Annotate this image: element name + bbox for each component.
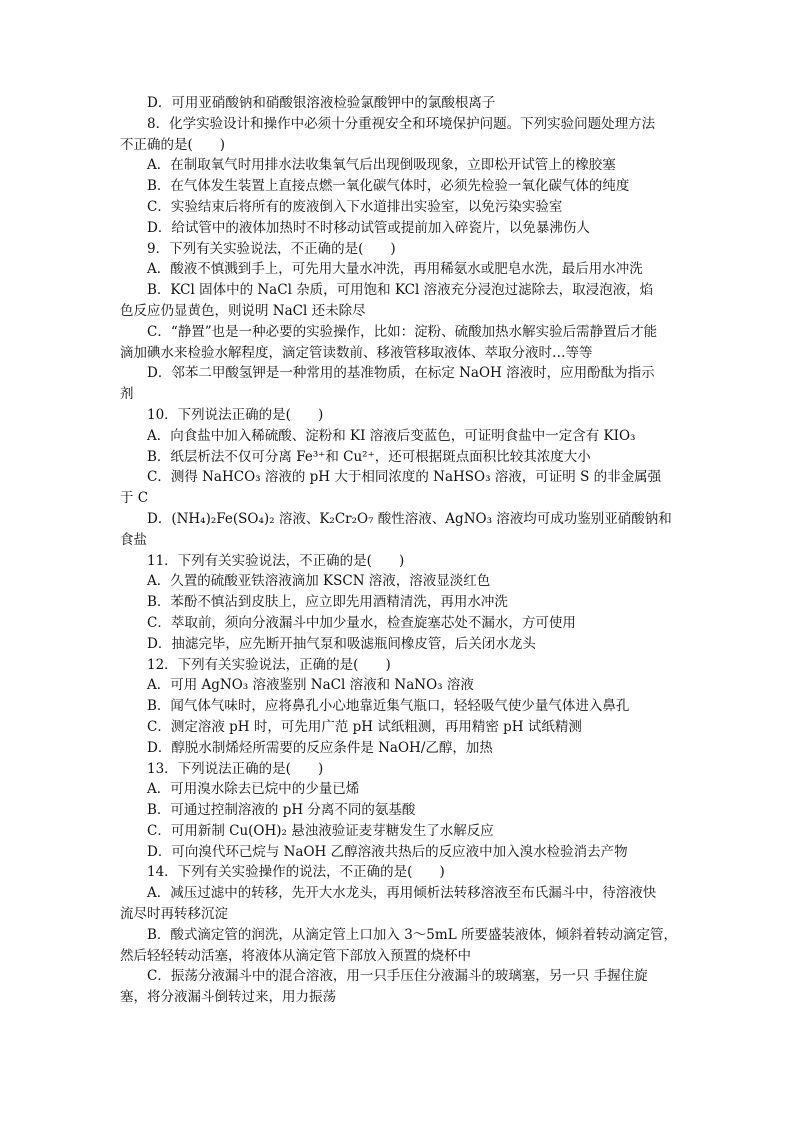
text-line: 流尽时再转移沉淀 [120,906,228,923]
text-line: B．在气体发生装置上直接点燃一氧化碳气体时，必须先检验一氧化碳气体的纯度 [147,178,630,195]
text-line: D．给试管中的液体加热时不时移动试管或提前加入碎瓷片，以免暴沸伤人 [147,219,590,236]
text-line: D．可向溴代环己烷与 NaOH 乙醇溶液共热后的反应液中加入溴水检验消去产物 [147,843,628,860]
text-line: B．酸式滴定管的润洗，从滴定管上口加入 3～5mL 所要盛装液体，倾斜着转动滴定管， [147,926,677,943]
text-line: 8．化学实验设计和操作中必须十分重视安全和环境保护问题。下列实验问题处理方法 [147,115,656,132]
text-line: D．邻苯二甲酸氢钾是一种常用的基准物质，在标定 NaOH 溶液时，应用酚酞为指示 [147,365,655,382]
text-line: C．可用新制 Cu(OH)₂ 悬浊液验证麦芽糖发生了水解反应 [147,822,494,839]
text-line: D．抽滤完毕，应先断开抽气泵和吸滤瓶间橡皮管，后关闭水龙头 [147,635,536,652]
text-line: 然后轻轻转动活塞，将液体从滴定管下部放入预置的烧杯中 [120,947,471,964]
text-line: 12．下列有关实验说法，正确的是( ) [147,656,391,673]
text-line: 食盐 [120,531,147,548]
text-line: B．KCl 固体中的 NaCl 杂质，可用饱和 KCl 溶液充分浸泡过滤除去，取浸泡液，焰 [147,282,654,299]
text-line: B．闻气体气味时，应将鼻孔小心地靠近集气瓶口，轻轻吸气使少量气体进入鼻孔 [147,698,630,715]
text-line: 9．下列有关实验说法，不正确的是( ) [147,240,396,257]
text-line: A．久置的硫酸亚铁溶液滴加 KSCN 溶液，溶液显淡红色 [147,573,491,590]
text-line: 剂 [120,386,134,403]
text-line: 11．下列有关实验说法，不正确的是( ) [147,552,405,569]
text-line: A．可用 AgNO₃ 溶液鉴别 NaCl 溶液和 NaNO₃ 溶液 [147,677,474,694]
text-line: 不正确的是( ) [120,136,226,153]
text-line: A．向食盐中加入稀硫酸、淀粉和 KI 溶液后变蓝色，可证明食盐中一定含有 KIO₃ [147,427,636,444]
text-line: A．可用溴水除去已烷中的少量已烯 [147,781,360,798]
text-line: 滴加碘水来检验水解程度，滴定管读数前、移液管移取液体、萃取分液时…等等 [120,344,593,361]
text-line: C．“静置”也是一种必要的实验操作，比如：淀粉、硫酸加热水解实验后需静置后才能 [147,323,658,340]
text-line: D．(NH₄)₂Fe(SO₄)₂ 溶液、K₂Cr₂O₇ 酸性溶液、AgNO₃ 溶液均可成功鉴别亚硝酸钠和 [147,510,672,527]
text-line: C．振荡分液漏斗中的混合溶液，用一只手压住分液漏斗的玻璃塞，另一只 手握住旋 [147,968,648,985]
text-line: A．在制取氧气时用排水法收集氧气后出现倒吸现象，立即松开试管上的橡胶塞 [147,157,616,174]
text-line: 塞，将分液漏斗倒转过来，用力振荡 [120,989,336,1006]
text-line: 13．下列说法正确的是( ) [147,760,324,777]
text-line: A．减压过滤中的转移，先开大水龙头，再用倾析法转移溶液至布氏漏斗中，待溶液快 [147,885,657,902]
text-line: 色反应仍显黄色，则说明 NaCl 还未除尽 [120,302,366,319]
text-line: B．纸层析法不仅可分离 Fe³⁺和 Cu²⁺，还可根据斑点面积比较其浓度大小 [147,448,591,465]
text-line: A．酸液不慎溅到手上，可先用大量水冲洗，再用稀氨水或肥皂水洗，最后用水冲洗 [147,261,643,278]
text-line: 于 C [120,490,149,507]
text-line: C．测得 NaHCO₃ 溶液的 pH 大于相同浓度的 NaHSO₃ 溶液，可证明 S 的非金属强 [147,469,662,486]
text-line: C．测定溶液 pH 时，可先用广范 pH 试纸粗测，再用精密 pH 试纸精测 [147,718,582,735]
text-line: 10．下列说法正确的是( ) [147,406,324,423]
text-line: B．可通过控制溶液的 pH 分离不同的氨基酸 [147,802,416,819]
question-text-body [120,93,680,1008]
text-line: D．可用亚硝酸钠和硝酸银溶液检验氯酸钾中的氯酸根离子 [147,95,496,111]
text-line: 14．下列有关实验操作的说法，不正确的是( ) [147,864,445,881]
text-line: B．苯酚不慎沾到皮肤上，应立即先用酒精清洗，再用水冲洗 [147,594,508,611]
text-line: C．实验结束后将所有的废液倒入下水道排出实验室，以免污染实验室 [147,198,563,215]
text-line: D．醇脱水制烯烃所需要的反应条件是 NaOH/乙醇，加热 [147,739,493,756]
text-line: C．萃取前，须向分液漏斗中加少量水，检查旋塞芯处不漏水，方可使用 [147,614,576,631]
